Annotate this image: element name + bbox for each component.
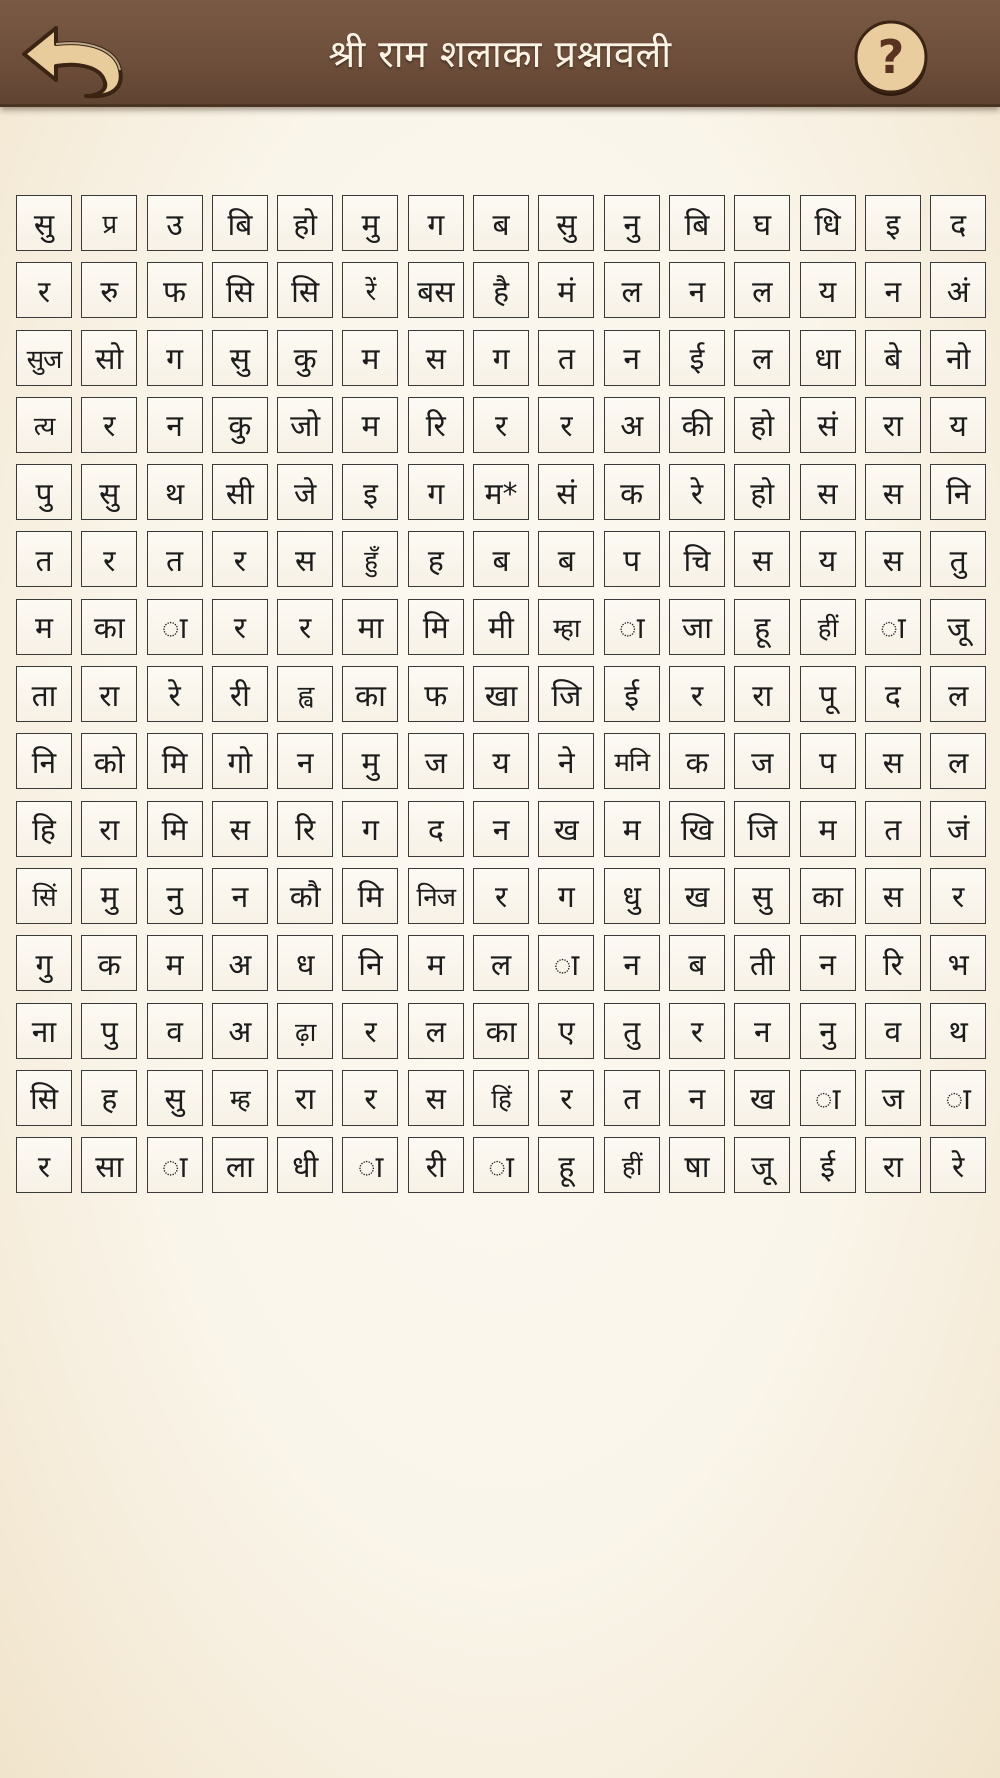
grid-cell[interactable]: अं bbox=[930, 262, 986, 318]
grid-cell[interactable]: क bbox=[604, 464, 660, 520]
grid-cell[interactable]: ब bbox=[473, 195, 529, 251]
grid-cell[interactable]: मा bbox=[342, 599, 398, 655]
grid-cell[interactable]: फ bbox=[147, 262, 203, 318]
grid-cell[interactable]: जू bbox=[930, 599, 986, 655]
grid-cell[interactable]: निज bbox=[408, 868, 464, 924]
grid-cell[interactable]: हो bbox=[734, 464, 790, 520]
grid-cell[interactable]: हीं bbox=[800, 599, 856, 655]
grid-cell[interactable]: पू bbox=[800, 666, 856, 722]
grid-cell[interactable]: ग bbox=[538, 868, 594, 924]
grid-cell[interactable]: म bbox=[800, 801, 856, 857]
grid-cell[interactable]: हुँ bbox=[342, 531, 398, 587]
grid-cell[interactable]: सिं bbox=[16, 868, 72, 924]
grid-cell[interactable]: न bbox=[147, 397, 203, 453]
grid-cell[interactable]: धा bbox=[800, 330, 856, 386]
grid-cell[interactable]: धि bbox=[800, 195, 856, 251]
grid-cell[interactable]: नु bbox=[800, 1003, 856, 1059]
grid-cell[interactable]: ल bbox=[604, 262, 660, 318]
grid-cell[interactable]: मि bbox=[342, 868, 398, 924]
grid-cell[interactable]: नु bbox=[147, 868, 203, 924]
grid-cell[interactable]: म bbox=[16, 599, 72, 655]
grid-cell[interactable]: हो bbox=[734, 397, 790, 453]
grid-cell[interactable]: ख bbox=[669, 868, 725, 924]
grid-cell[interactable]: मी bbox=[473, 599, 529, 655]
grid-cell[interactable]: ल bbox=[930, 733, 986, 789]
grid-cell[interactable]: र bbox=[473, 397, 529, 453]
grid-cell[interactable]: चि bbox=[669, 531, 725, 587]
grid-cell[interactable]: थ bbox=[147, 464, 203, 520]
grid-cell[interactable]: सा bbox=[81, 1137, 137, 1193]
grid-cell[interactable]: जू bbox=[734, 1137, 790, 1193]
grid-cell[interactable]: सु bbox=[16, 195, 72, 251]
grid-cell[interactable]: ग bbox=[473, 330, 529, 386]
grid-cell[interactable]: तु bbox=[604, 1003, 660, 1059]
grid-cell[interactable]: ग bbox=[147, 330, 203, 386]
grid-cell[interactable]: क bbox=[81, 935, 137, 991]
app-header bbox=[0, 0, 1000, 107]
grid-cell[interactable]: स bbox=[800, 464, 856, 520]
grid-cell[interactable]: इ bbox=[342, 464, 398, 520]
grid-cell[interactable]: नि bbox=[16, 733, 72, 789]
grid-cell[interactable]: ल bbox=[408, 1003, 464, 1059]
grid-cell[interactable]: र bbox=[277, 599, 333, 655]
back-button[interactable] bbox=[20, 22, 126, 102]
grid-cell[interactable]: रें bbox=[342, 262, 398, 318]
grid-cell[interactable]: मि bbox=[147, 801, 203, 857]
grid-cell[interactable]: का bbox=[473, 1003, 529, 1059]
grid-cell[interactable]: धु bbox=[604, 868, 660, 924]
grid-cell[interactable]: हो bbox=[277, 195, 333, 251]
grid-cell[interactable]: ा bbox=[342, 1137, 398, 1193]
grid-cell[interactable]: ा bbox=[865, 599, 921, 655]
grid-cell[interactable]: म bbox=[408, 935, 464, 991]
grid-cell[interactable]: ब bbox=[669, 935, 725, 991]
grid-cell[interactable]: ा bbox=[800, 1070, 856, 1126]
grid-cell[interactable]: म* bbox=[473, 464, 529, 520]
grid-cell[interactable]: घ bbox=[734, 195, 790, 251]
grid-cell[interactable]: सु bbox=[147, 1070, 203, 1126]
grid-cell[interactable]: रा bbox=[734, 666, 790, 722]
grid-cell[interactable]: पु bbox=[16, 464, 72, 520]
grid-cell[interactable]: र bbox=[538, 1070, 594, 1126]
grid-cell[interactable]: री bbox=[408, 1137, 464, 1193]
grid-cell[interactable]: न bbox=[669, 1070, 725, 1126]
grid-cell[interactable]: य bbox=[800, 262, 856, 318]
grid-cell[interactable]: ग bbox=[408, 464, 464, 520]
grid-cell[interactable]: सि bbox=[212, 262, 268, 318]
shalaka-grid bbox=[16, 195, 986, 1193]
grid-cell[interactable]: ख bbox=[734, 1070, 790, 1126]
grid-cell[interactable]: को bbox=[81, 733, 137, 789]
grid-cell[interactable]: र bbox=[342, 1003, 398, 1059]
grid-cell[interactable]: त bbox=[538, 330, 594, 386]
grid-cell[interactable]: स bbox=[212, 801, 268, 857]
grid-cell[interactable]: कु bbox=[212, 397, 268, 453]
grid-cell[interactable]: म्ह bbox=[212, 1070, 268, 1126]
grid-cell[interactable]: न bbox=[669, 262, 725, 318]
grid-cell[interactable]: सु bbox=[212, 330, 268, 386]
grid-cell[interactable]: ा bbox=[473, 1137, 529, 1193]
grid-cell[interactable]: न bbox=[865, 262, 921, 318]
grid-cell[interactable]: ई bbox=[669, 330, 725, 386]
grid-cell[interactable]: ल bbox=[734, 262, 790, 318]
grid-cell[interactable]: सु bbox=[538, 195, 594, 251]
grid-cell[interactable]: ज bbox=[865, 1070, 921, 1126]
grid-cell[interactable]: हि bbox=[16, 801, 72, 857]
grid-cell[interactable]: रि bbox=[865, 935, 921, 991]
grid-cell[interactable]: न bbox=[800, 935, 856, 991]
grid-cell[interactable]: रा bbox=[277, 1070, 333, 1126]
grid-cell[interactable]: न bbox=[604, 935, 660, 991]
grid-cell[interactable]: जे bbox=[277, 464, 333, 520]
grid-cell[interactable]: जो bbox=[277, 397, 333, 453]
grid-cell[interactable]: अ bbox=[604, 397, 660, 453]
grid-cell[interactable]: कौ bbox=[277, 868, 333, 924]
grid-cell[interactable]: अ bbox=[212, 935, 268, 991]
grid-cell[interactable]: द bbox=[865, 666, 921, 722]
grid-cell[interactable]: स bbox=[734, 531, 790, 587]
grid-cell[interactable]: म bbox=[147, 935, 203, 991]
grid-cell[interactable]: मनि bbox=[604, 733, 660, 789]
grid-cell[interactable]: ग bbox=[342, 801, 398, 857]
grid-cell[interactable]: रे bbox=[147, 666, 203, 722]
grid-cell[interactable]: ई bbox=[604, 666, 660, 722]
grid-cell[interactable]: का bbox=[342, 666, 398, 722]
grid-cell[interactable]: सु bbox=[81, 464, 137, 520]
grid-cell[interactable]: र bbox=[538, 397, 594, 453]
grid-cell[interactable]: त bbox=[604, 1070, 660, 1126]
grid-cell[interactable]: र bbox=[212, 531, 268, 587]
grid-cell[interactable]: न bbox=[604, 330, 660, 386]
grid-cell[interactable]: बे bbox=[865, 330, 921, 386]
grid-cell[interactable]: मि bbox=[147, 733, 203, 789]
grid-cell[interactable]: तु bbox=[930, 531, 986, 587]
grid-cell[interactable]: स bbox=[277, 531, 333, 587]
grid-cell[interactable]: न bbox=[212, 868, 268, 924]
grid-cell[interactable]: रु bbox=[81, 262, 137, 318]
grid-cell[interactable]: य bbox=[473, 733, 529, 789]
grid-cell[interactable]: ह bbox=[408, 531, 464, 587]
grid-cell[interactable]: ज bbox=[408, 733, 464, 789]
grid-cell[interactable]: ब bbox=[473, 531, 529, 587]
grid-cell[interactable]: द bbox=[408, 801, 464, 857]
grid-cell[interactable]: ब bbox=[538, 531, 594, 587]
grid-cell[interactable]: क bbox=[669, 733, 725, 789]
help-button[interactable] bbox=[851, 18, 931, 98]
grid-cell[interactable]: म bbox=[342, 330, 398, 386]
grid-cell[interactable]: सुज bbox=[16, 330, 72, 386]
grid-cell[interactable]: ढ़ा bbox=[277, 1003, 333, 1059]
grid-cell[interactable]: ह्व bbox=[277, 666, 333, 722]
grid-cell[interactable]: हू bbox=[538, 1137, 594, 1193]
grid-cell[interactable]: ए bbox=[538, 1003, 594, 1059]
grid-cell[interactable]: रा bbox=[81, 801, 137, 857]
grid-cell[interactable]: मु bbox=[342, 733, 398, 789]
grid-cell[interactable]: प bbox=[604, 531, 660, 587]
grid-cell[interactable]: स bbox=[865, 733, 921, 789]
grid-cell[interactable]: बि bbox=[212, 195, 268, 251]
grid-cell[interactable]: सं bbox=[538, 464, 594, 520]
grid-cell[interactable]: व bbox=[865, 1003, 921, 1059]
grid-cell[interactable]: स bbox=[865, 531, 921, 587]
grid-cell[interactable]: न bbox=[473, 801, 529, 857]
grid-cell[interactable]: न bbox=[734, 1003, 790, 1059]
grid-cell[interactable]: ा bbox=[604, 599, 660, 655]
grid-cell[interactable]: मं bbox=[538, 262, 594, 318]
grid-cell[interactable]: सु bbox=[734, 868, 790, 924]
grid-cell[interactable]: स bbox=[865, 868, 921, 924]
grid-cell[interactable]: का bbox=[800, 868, 856, 924]
grid-cell[interactable]: नि bbox=[342, 935, 398, 991]
grid-cell[interactable]: रे bbox=[930, 1137, 986, 1193]
grid-cell[interactable]: हू bbox=[734, 599, 790, 655]
grid-cell[interactable]: बस bbox=[408, 262, 464, 318]
grid-cell[interactable]: इ bbox=[865, 195, 921, 251]
grid-cell[interactable]: र bbox=[930, 868, 986, 924]
grid-cell[interactable]: की bbox=[669, 397, 725, 453]
grid-cell[interactable]: ा bbox=[147, 1137, 203, 1193]
grid-cell[interactable]: य bbox=[930, 397, 986, 453]
grid-cell[interactable]: सो bbox=[81, 330, 137, 386]
grid-cell[interactable]: रा bbox=[865, 397, 921, 453]
grid-cell[interactable]: षा bbox=[669, 1137, 725, 1193]
grid-cell[interactable]: त bbox=[147, 531, 203, 587]
grid-cell[interactable]: र bbox=[473, 868, 529, 924]
grid-cell[interactable]: ल bbox=[473, 935, 529, 991]
grid-cell[interactable]: जं bbox=[930, 801, 986, 857]
grid-cell[interactable]: ा bbox=[538, 935, 594, 991]
undo-arrow-icon bbox=[20, 22, 126, 102]
grid-cell[interactable]: जा bbox=[669, 599, 725, 655]
grid-cell[interactable]: ने bbox=[538, 733, 594, 789]
grid-cell[interactable]: नु bbox=[604, 195, 660, 251]
grid-cell[interactable]: हीं bbox=[604, 1137, 660, 1193]
grid-cell[interactable]: ह bbox=[81, 1070, 137, 1126]
grid-cell[interactable]: पु bbox=[81, 1003, 137, 1059]
grid-cell[interactable]: कु bbox=[277, 330, 333, 386]
grid-cell[interactable]: य bbox=[800, 531, 856, 587]
grid-cell[interactable]: र bbox=[81, 397, 137, 453]
grid-cell[interactable]: रि bbox=[408, 397, 464, 453]
grid-cell[interactable]: स bbox=[865, 464, 921, 520]
grid-cell[interactable]: ल bbox=[930, 666, 986, 722]
grid-cell[interactable]: ई bbox=[800, 1137, 856, 1193]
grid-cell[interactable]: स bbox=[408, 1070, 464, 1126]
grid-cell[interactable]: मि bbox=[408, 599, 464, 655]
grid-cell[interactable]: री bbox=[212, 666, 268, 722]
grid-cell[interactable]: रा bbox=[865, 1137, 921, 1193]
grid-cell[interactable]: नि bbox=[930, 464, 986, 520]
grid-cell[interactable]: न bbox=[277, 733, 333, 789]
grid-cell[interactable]: गो bbox=[212, 733, 268, 789]
svg-text:?: ? bbox=[877, 30, 905, 84]
grid-cell[interactable]: प्र bbox=[81, 195, 137, 251]
grid-cell[interactable]: जि bbox=[538, 666, 594, 722]
grid-cell[interactable]: ख bbox=[538, 801, 594, 857]
grid-cell[interactable]: त्य bbox=[16, 397, 72, 453]
grid-cell[interactable]: रा bbox=[81, 666, 137, 722]
grid-cell[interactable]: द bbox=[930, 195, 986, 251]
grid-cell[interactable]: ा bbox=[147, 599, 203, 655]
grid-cell[interactable]: र bbox=[669, 1003, 725, 1059]
question-mark-icon bbox=[851, 18, 931, 98]
grid-cell[interactable]: धी bbox=[277, 1137, 333, 1193]
grid-cell[interactable]: फ bbox=[408, 666, 464, 722]
grid-cell[interactable]: त bbox=[865, 801, 921, 857]
grid-cell[interactable]: ज bbox=[734, 733, 790, 789]
grid-cell[interactable]: रि bbox=[277, 801, 333, 857]
grid-cell[interactable]: ना bbox=[16, 1003, 72, 1059]
grid-cell[interactable]: जि bbox=[734, 801, 790, 857]
grid-cell[interactable]: हिं bbox=[473, 1070, 529, 1126]
grid-cell[interactable]: ला bbox=[212, 1137, 268, 1193]
grid-cell[interactable]: म्हा bbox=[538, 599, 594, 655]
grid-cell[interactable]: ता bbox=[16, 666, 72, 722]
grid-cell[interactable]: बि bbox=[669, 195, 725, 251]
grid-cell[interactable]: र bbox=[342, 1070, 398, 1126]
grid-cell[interactable]: त bbox=[16, 531, 72, 587]
page-title: श्री राम शलाका प्रश्नावली bbox=[328, 32, 672, 76]
grid-cell[interactable]: अ bbox=[212, 1003, 268, 1059]
grid-cell[interactable]: र bbox=[16, 1137, 72, 1193]
grid-cell[interactable]: है bbox=[473, 262, 529, 318]
grid-cell[interactable]: खि bbox=[669, 801, 725, 857]
grid-cell[interactable]: रे bbox=[669, 464, 725, 520]
grid-cell[interactable]: र bbox=[16, 262, 72, 318]
grid-cell[interactable]: ध bbox=[277, 935, 333, 991]
grid-cell[interactable]: म bbox=[342, 397, 398, 453]
grid-cell[interactable]: नो bbox=[930, 330, 986, 386]
grid-cell[interactable]: थ bbox=[930, 1003, 986, 1059]
grid-cell[interactable]: मु bbox=[81, 868, 137, 924]
grid-cell[interactable]: सी bbox=[212, 464, 268, 520]
grid-cell[interactable]: गु bbox=[16, 935, 72, 991]
grid-cell[interactable]: भ bbox=[930, 935, 986, 991]
grid-cell[interactable]: खा bbox=[473, 666, 529, 722]
grid-cell[interactable]: सि bbox=[16, 1070, 72, 1126]
grid-cell[interactable]: स bbox=[408, 330, 464, 386]
grid-cell[interactable]: र bbox=[669, 666, 725, 722]
grid-cell[interactable]: सं bbox=[800, 397, 856, 453]
grid-cell[interactable]: ग bbox=[408, 195, 464, 251]
grid-cell[interactable]: र bbox=[81, 531, 137, 587]
grid-cell[interactable]: प bbox=[800, 733, 856, 789]
grid-cell[interactable]: सि bbox=[277, 262, 333, 318]
grid-cell[interactable]: ल bbox=[734, 330, 790, 386]
grid-cell[interactable]: उ bbox=[147, 195, 203, 251]
grid-cell[interactable]: ा bbox=[930, 1070, 986, 1126]
grid-cell[interactable]: म bbox=[604, 801, 660, 857]
grid-cell[interactable]: व bbox=[147, 1003, 203, 1059]
grid-cell[interactable]: ती bbox=[734, 935, 790, 991]
grid-cell[interactable]: र bbox=[212, 599, 268, 655]
grid-cell[interactable]: मु bbox=[342, 195, 398, 251]
grid-cell[interactable]: का bbox=[81, 599, 137, 655]
